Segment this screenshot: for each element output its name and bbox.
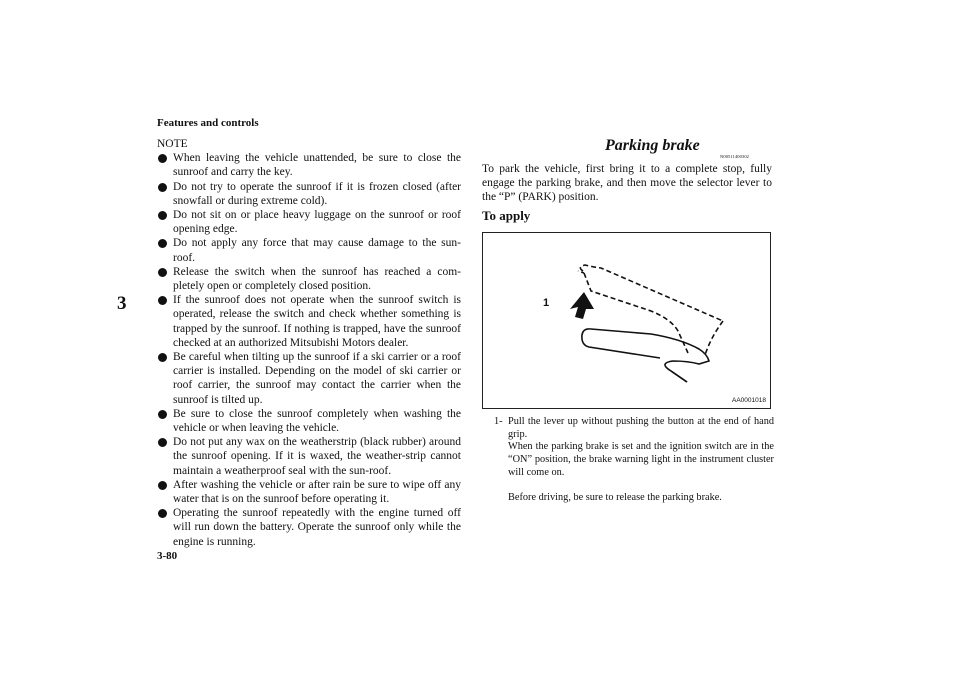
- note-text: When leaving the vehicle unattended, be sure to close the sunroof and carry the key.: [173, 152, 461, 179]
- step-detail: When the parking brake is set and the ignition switch are in the “ON” position, the brake warning light in the instrument cluster will come on.: [508, 441, 774, 478]
- bullet-icon: [158, 410, 167, 419]
- note-item: [157, 478, 461, 506]
- note-text: Operating the sunroof repeatedly with the engine turned off will run down the battery. Operate the sunroof only while the engine is running.: [173, 507, 461, 548]
- document-code: N00511400302: [720, 154, 750, 159]
- note-text: Be sure to close the sunroof completely when washing the vehicle or when leaving the vehicle.: [173, 407, 461, 435]
- note-text: If the sunroof does not operate when the sunroof switch is operated, release the switch and check whether something is trapped by the sunroof. If nothing is trapped, have the sunroof checked at an authorized Mitsubishi Motors dealer.: [173, 294, 461, 349]
- note-text: Do not try to operate the sunroof if it is frozen closed (after snowfall or during extreme cold).: [173, 180, 461, 207]
- bullet-icon: [158, 438, 167, 447]
- intro-paragraph: To park the vehicle, first bring it to a complete stop, fully engage the parking brake, and then move the selector lever to the “P” (PARK) position.: [482, 163, 772, 204]
- sub-heading: To apply: [482, 208, 531, 223]
- page-number: 3-80: [157, 550, 178, 562]
- bullet-icon: [158, 509, 167, 518]
- parking-brake-lever-icon: [483, 233, 770, 408]
- bullet-icon: [158, 481, 167, 490]
- note-text: Be careful when tilting up the sunroof if a ski carrier or a roof carrier is installed. Depending on the model of ski carrier or roof carrier, the sunroof may contact the carrier when the sunroof is tilted up.: [173, 351, 461, 406]
- note-label: NOTE: [157, 138, 188, 150]
- note-item: [157, 407, 461, 435]
- bullet-icon: [158, 268, 167, 277]
- step-number: 1-: [494, 416, 503, 427]
- note-item: [157, 293, 461, 350]
- section-header: Features and controls: [157, 117, 259, 129]
- arrow-up-icon: [570, 292, 594, 319]
- parking-brake-figure: [482, 232, 771, 409]
- bullet-icon: [158, 154, 167, 163]
- bullet-icon: [158, 296, 167, 305]
- note-text: Release the switch when the sunroof has reached a com-pletely open or completely closed position.: [173, 265, 461, 293]
- note-list: [157, 151, 461, 549]
- bullet-icon: [158, 353, 167, 362]
- note-text: Do not put any wax on the weatherstrip (black rubber) around the sunroof opening. If it is waxed, the weather-strip cannot maintain a weatherproof seal with the sun-roof.: [173, 436, 461, 477]
- bullet-icon: [158, 239, 167, 248]
- section-title: Parking brake: [605, 137, 700, 154]
- note-item: [157, 208, 461, 236]
- notes-column: [157, 137, 461, 549]
- note-item: [157, 506, 461, 549]
- figure-callout-1: 1: [543, 297, 550, 309]
- chapter-number: 3: [117, 293, 127, 314]
- bullet-icon: [158, 183, 167, 192]
- note-item: [157, 180, 461, 208]
- note-item: [157, 236, 461, 264]
- release-note: Before driving, be sure to release the parking brake.: [508, 491, 722, 503]
- step-text: Pull the lever up without pushing the button at the end of hand grip.: [508, 416, 774, 440]
- note-item: [157, 151, 461, 179]
- figure-code: AA0001018: [732, 397, 766, 404]
- bullet-icon: [158, 211, 167, 220]
- note-item: [157, 435, 461, 478]
- note-text: After washing the vehicle or after rain be sure to wipe off any water that is on the sunroof before operating it.: [173, 478, 461, 506]
- note-text: Do not apply any force that may cause damage to the sun-roof.: [173, 237, 461, 264]
- note-item: [157, 350, 461, 407]
- note-item: [157, 265, 461, 293]
- step-list: [494, 416, 774, 504]
- note-text: Do not sit on or place heavy luggage on the sunroof or roof opening edge.: [173, 209, 461, 236]
- step-item: [494, 416, 774, 480]
